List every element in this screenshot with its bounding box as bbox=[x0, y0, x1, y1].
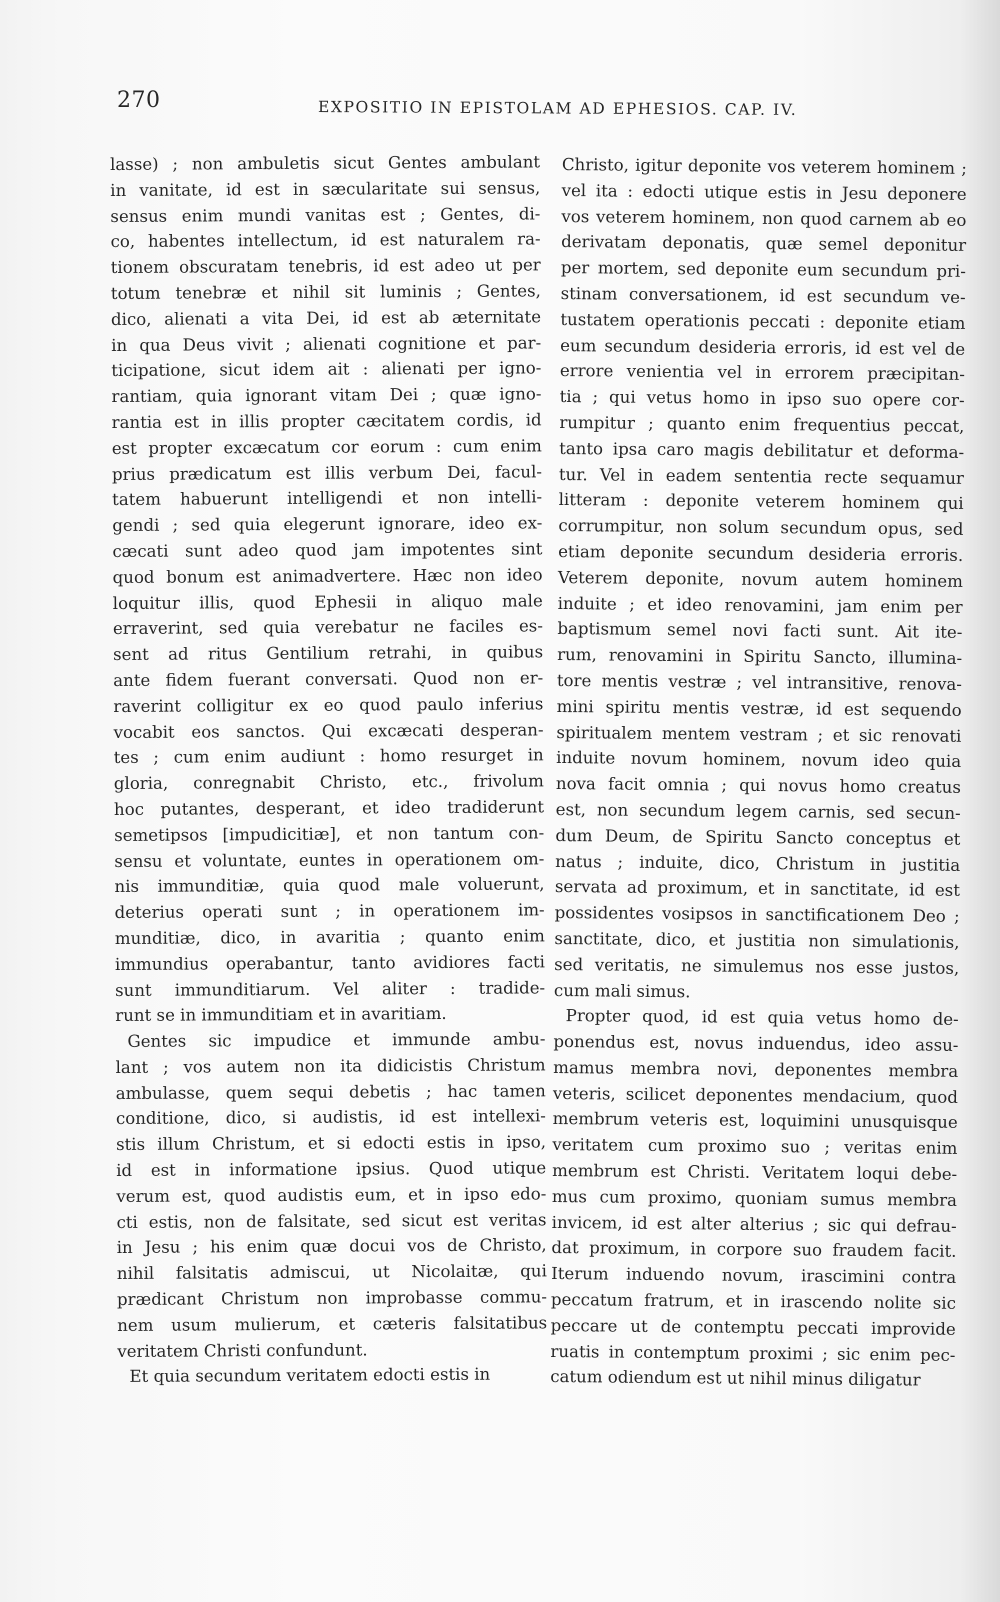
text-line: vel ita : edocti utique estis in Jesu deponere bbox=[561, 180, 967, 204]
text-line: corrumpitur, non solum secundum opus, sed bbox=[558, 516, 964, 540]
text-line: errore venientia vel in errorem præcipitan- bbox=[559, 361, 965, 385]
text-line: erraverint, sed quia verebatur ne faciles es- bbox=[112, 616, 543, 639]
text-line: possidentes vosipsos in sanctificationem Deo ; bbox=[554, 903, 960, 926]
text-line: baptismum semel novi facti sunt. Ait ite- bbox=[557, 619, 963, 643]
text-line: mus cum proximo, quoniam sumus membra bbox=[551, 1186, 958, 1210]
text-line: veteris, scilicet deponentes mendacium, quod bbox=[552, 1083, 959, 1107]
text-line: veritatem cum proximo suo ; veritas enim bbox=[552, 1135, 958, 1159]
text-line: servata ad proximum, et in sanctitate, id est bbox=[554, 877, 961, 901]
text-line: vos veterem hominem, non quod carnem ab eo bbox=[561, 206, 967, 230]
text-line: totum tenebræ et nihil sit luminis ; Gentes, bbox=[110, 281, 541, 303]
text-line: peccare ut de contemptu peccati improvide bbox=[550, 1315, 956, 1339]
text-line: sunt immunditiarum. Vel aliter : tradide- bbox=[115, 977, 546, 1000]
text-line: vocabit eos sanctos. Qui excæcati desperan- bbox=[113, 719, 544, 742]
text-line: quod bonum est animadvertere. Hæc non ideo bbox=[112, 565, 543, 587]
text-line: sent ad ritus Gentilium retrahi, in quibus bbox=[113, 642, 544, 665]
text-line: semetipsos [impudicitiæ], et non tantum con- bbox=[114, 823, 545, 845]
text-line: munditiæ, dico, in avaritia ; quanto enim bbox=[114, 926, 545, 948]
text-line: mamus membra novi, deponentes membra bbox=[553, 1057, 959, 1081]
text-line: natus ; induite, dico, Christum in justitia bbox=[555, 851, 961, 875]
text-line: cum mali simus. bbox=[553, 980, 691, 1001]
running-head: EXPOSITIO IN EPISTOLAM AD EPHESIOS. CAP. IV. bbox=[317, 98, 798, 119]
text-line: etiam deponite secundum desideria erroris. bbox=[558, 541, 964, 565]
text-line: in vanitate, id est in sæcularitate sui sensus, bbox=[110, 178, 541, 200]
text-line: Gentes sic impudice et immunde ambu- bbox=[127, 1029, 546, 1052]
right-text-column bbox=[550, 152, 967, 1394]
text-line: sensu et voluntate, euntes in operationem om- bbox=[114, 848, 545, 871]
text-line: cæcati sunt adeo quod jam impotentes sint bbox=[112, 539, 543, 561]
text-line: cti estis, non de falsitate, sed sicut est veritas bbox=[116, 1210, 547, 1232]
text-line: sanctitate, dico, et justitia non simulationis, bbox=[554, 928, 960, 952]
text-line: invicem, id est alter alterius ; sic qui defrau- bbox=[551, 1212, 957, 1236]
text-line: ponendus est, novus induendus, ideo assu- bbox=[553, 1032, 959, 1055]
text-line: ambulasse, quem sequi debetis ; hac tamen bbox=[115, 1081, 546, 1103]
text-line: est, non secundum legem carnis, sed secun- bbox=[555, 799, 961, 823]
text-line: lant ; vos autem non ita didicistis Christum bbox=[115, 1055, 546, 1077]
text-line: membrum veteris est, loquimini unusquisque bbox=[552, 1109, 958, 1133]
text-line: derivatam deponatis, quæ semel deponitur bbox=[561, 232, 967, 256]
text-line: immundius operabantur, tanto avidiores facti bbox=[114, 952, 546, 974]
text-line: loquitur illis, quod Ephesii in aliquo male bbox=[112, 590, 543, 613]
text-line: nis immunditiæ, quia quod male voluerunt, bbox=[114, 874, 545, 897]
left-text-column bbox=[110, 149, 548, 1390]
text-line: membrum est Christi. Veritatem loqui debe- bbox=[552, 1161, 958, 1184]
text-line: conditione, dico, si audistis, id est intellexi- bbox=[115, 1106, 546, 1129]
text-line: nihil falsitatis admiscui, ut Nicolaitæ, qui bbox=[116, 1261, 547, 1284]
text-line: tes ; cum enim audiunt : homo resurget in bbox=[113, 745, 544, 768]
text-line: ticipatione, sicut idem ait : alienati per igno- bbox=[111, 358, 542, 381]
text-line: dico, alienati a vita Dei, id est ab æternitate bbox=[110, 307, 542, 329]
page-number: 270 bbox=[117, 88, 161, 113]
text-line: Iterum induendo novum, irascimini contra bbox=[551, 1264, 957, 1288]
text-line: Veterem deponite, novum autem hominem bbox=[557, 567, 963, 591]
text-line: tur. Vel in eadem sententia recte sequamur bbox=[558, 464, 964, 488]
text-line: eum secundum desideria erroris, id est vel de bbox=[560, 335, 966, 359]
text-line: dum Deum, de Spiritu Sancto conceptus et bbox=[555, 825, 961, 849]
text-line: hoc putantes, desperant, et ideo tradiderunt bbox=[113, 797, 545, 819]
text-line: gendi ; sed quia elegerunt ignorare, ideo ex- bbox=[112, 513, 543, 536]
text-line: gloria, conregnabit Christo, etc., frivolum bbox=[113, 771, 544, 794]
text-line: prædicant Christum non improbasse commu- bbox=[116, 1287, 548, 1310]
text-line: raverint colligitur ex eo quod paulo inferius bbox=[113, 694, 544, 716]
text-line: induite ; et ideo renovamini, jam enim per bbox=[557, 593, 963, 617]
text-line: in qua Deus vivit ; alienati cognitione et par- bbox=[111, 332, 542, 355]
text-line: ruatis in contemptum proximi ; sic enim pec- bbox=[550, 1341, 956, 1365]
text-line: tatem habuerunt intelligendi et non intelli- bbox=[112, 487, 543, 510]
text-line: peccatum fratrum, et in irascendo nolite sic bbox=[550, 1290, 957, 1313]
text-line: tanto ipsa caro magis debilitatur et deforma- bbox=[559, 438, 965, 462]
text-line: rantiam, quia ignorant vitam Dei ; quæ igno- bbox=[111, 384, 542, 407]
text-line: tionem obscuratam tenebris, id est adeo ut per bbox=[110, 255, 541, 278]
text-line: stinam conversationem, id est secundum ve- bbox=[560, 283, 966, 307]
text-line: ante fidem fuerant conversati. Quod non er- bbox=[113, 668, 544, 690]
text-line: deterius operati sunt ; in operationem im- bbox=[114, 900, 545, 923]
text-line: tore mentis vestræ ; vel intransitive, renova- bbox=[556, 670, 962, 694]
text-line: Propter quod, id est quia vetus homo de- bbox=[565, 1006, 959, 1030]
text-line: nem usum mulierum, et cæteris falsitatibus bbox=[117, 1313, 548, 1335]
text-line: nova facit omnia ; qui novus homo creatus bbox=[555, 774, 962, 797]
text-line: sed veritatis, ne simulemus nos esse justos, bbox=[554, 954, 960, 978]
text-line: lasse) ; non ambuletis sicut Gentes ambulant bbox=[110, 152, 541, 174]
text-line: Et quia secundum veritatem edocti estis in bbox=[129, 1365, 491, 1387]
text-line: per mortem, sed deponite eum secundum pri- bbox=[560, 258, 966, 282]
text-line: stis illum Christum, et si edocti estis in ipso, bbox=[116, 1132, 547, 1155]
text-line: litteram : deponite veterem hominem qui bbox=[558, 490, 964, 514]
text-line: spiritualem mentem vestram ; et sic renovati bbox=[556, 722, 962, 746]
text-line: prius prædicatum est illis verbum Dei, facul- bbox=[111, 461, 543, 484]
text-line: rantia est in illis propter cæcitatem cordis, id bbox=[111, 410, 542, 432]
text-line: Christo, igitur deponite vos veterem hominem ; bbox=[561, 154, 967, 178]
text-line: catum odiendum est ut nihil minus diligatur bbox=[550, 1367, 921, 1390]
text-line: rum, renovamini in Spiritu Sancto, illumina- bbox=[557, 645, 963, 669]
text-line: tia ; qui vetus homo in ipso suo opere cor- bbox=[559, 387, 965, 411]
text-line: verum est, quod audistis eum, et in ipso edo- bbox=[116, 1184, 547, 1206]
text-line: dat proximum, in corpore suo fraudem facit. bbox=[551, 1238, 957, 1262]
text-line: tustatem operationis peccati : deponite etiam bbox=[560, 309, 966, 333]
text-line: rumpitur ; quanto enim frequentius peccat, bbox=[559, 412, 965, 436]
text-line: veritatem Christi confundunt. bbox=[117, 1340, 368, 1361]
text-line: co, habentes intellectum, id est naturalem ra- bbox=[110, 229, 541, 252]
text-line: induite novum hominem, novum ideo quia bbox=[556, 748, 962, 772]
text-line: runt se in immunditiam et in avaritiam. bbox=[115, 1004, 447, 1026]
text-line: id est in informatione ipsius. Quod utique bbox=[116, 1158, 547, 1181]
text-line: sensus enim mundi vanitas est ; Gentes, di- bbox=[110, 203, 541, 226]
text-line: est propter excæcatum cor eorum : cum enim bbox=[111, 436, 542, 458]
text-line: mini spiritu mentis vestræ, id est sequendo bbox=[556, 696, 962, 720]
text-line: in Jesu ; his enim quæ docui vos de Christo, bbox=[116, 1235, 547, 1258]
